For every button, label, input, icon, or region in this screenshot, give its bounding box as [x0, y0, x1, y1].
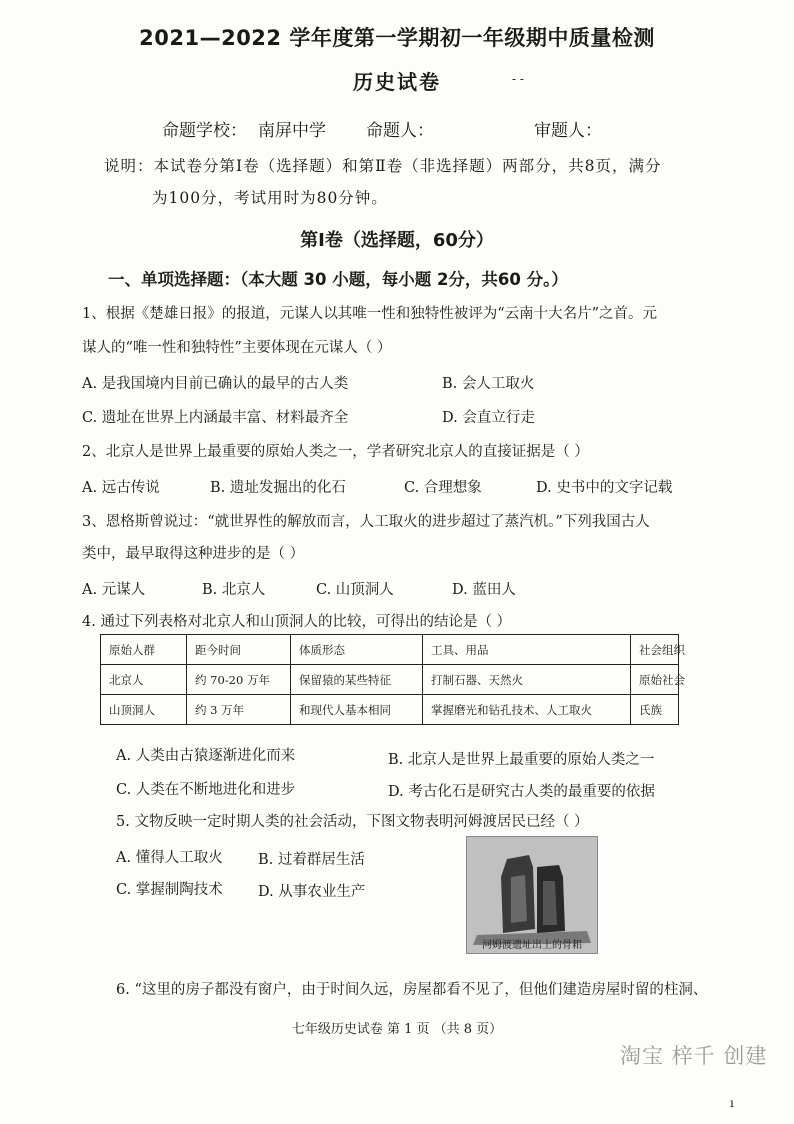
q1-stem-line1: 1、根据《楚雄日报》的报道，元谋人以其唯一性和独特性被评为“云南十大名片”之首。元	[82, 306, 658, 322]
q5-option-b: B. 过着群居生活	[258, 852, 365, 868]
q1-option-a: A. 是我国境内目前已确认的最早的古人类	[82, 376, 349, 392]
q1-stem-line2: 谋人的“唯一性和独特性”主要体现在元谋人（ ）	[82, 340, 392, 356]
table-cell: 和现代人基本相同	[291, 695, 423, 725]
exam-note-line2: 为100分，考试用时为80分钟。	[152, 189, 388, 207]
part-title: 第Ⅰ卷（选择题，60分）	[300, 230, 494, 251]
q6-stem: 6. “这里的房子都没有窗户，由于时间久远，房屋都看不见了，但他们建造房屋时留的柱洞、	[116, 982, 708, 998]
author-label: 命题人：	[366, 121, 434, 141]
q5-option-a: A. 懂得人工取火	[116, 850, 223, 866]
q4-option-d: D. 考古化石是研究古人类的最重要的依据	[388, 784, 655, 800]
table-header-cell: 体质形态	[291, 635, 423, 665]
table-header-cell: 距今时间	[187, 635, 291, 665]
table-row	[101, 695, 679, 725]
q1-option-c: C. 遗址在世界上内涵最丰富、材料最齐全	[82, 410, 349, 426]
q2-option-a: A. 远古传说	[82, 480, 160, 496]
q2-option-d: D. 史书中的文字记载	[536, 480, 673, 496]
artifact-caption: 河姆渡遗址出土的骨耜	[482, 940, 582, 951]
q3-option-a: A. 元谋人	[82, 582, 146, 598]
page-footer: 七年级历史试卷 第 1 页 （共 8 页）	[291, 1022, 503, 1037]
table-cell: 原始社会	[631, 665, 679, 695]
q2-option-b: B. 遗址发掘出的化石	[210, 480, 346, 496]
q3-option-b: B. 北京人	[202, 582, 266, 598]
watermark: 淘宝 梓千 创建	[620, 1044, 768, 1068]
table-header-cell: 社会组织	[631, 635, 679, 665]
q2-option-c: C. 合理想象	[404, 480, 482, 496]
q4-stem: 4. 通过下列表格对北京人和山顶洞人的比较，可得出的结论是（ ）	[82, 614, 512, 630]
table-cell: 打制石器、天然火	[423, 665, 631, 695]
table-cell: 山顶洞人	[101, 695, 187, 725]
table-header-row	[101, 635, 679, 665]
exam-note-line1: 说明：本试卷分第Ⅰ卷（选择题）和第Ⅱ卷（非选择题）两部分，共8页，满分	[104, 157, 662, 175]
table-header-cell: 工具、用品	[423, 635, 631, 665]
table-cell: 氏族	[631, 695, 679, 725]
q1-option-d: D. 会直立行走	[442, 410, 535, 426]
table-cell: 约 3 万年	[187, 695, 291, 725]
q2-stem: 2、北京人是世界上最重要的原始人类之一，学者研究北京人的直接证据是（ ）	[82, 444, 589, 460]
section-title: 一、单项选择题：（本大题 30 小题，每小题 2分，共60 分。）	[108, 270, 568, 289]
q5-stem: 5. 文物反映一定时期人类的社会活动，下图文物表明河姆渡居民已经（ ）	[116, 814, 589, 830]
table-cell: 掌握磨光和钻孔技术、人工取火	[423, 695, 631, 725]
q5-option-c: C. 掌握制陶技术	[116, 882, 223, 898]
exam-title: 2021—2022 学年度第一学期初一年级期中质量检测	[139, 26, 655, 50]
scan-tick: ı	[730, 1096, 734, 1110]
q3-option-c: C. 山顶洞人	[316, 582, 394, 598]
table-row	[101, 665, 679, 695]
table-header-cell: 原始人群	[101, 635, 187, 665]
q3-stem-line1: 3、恩格斯曾说过：“就世界性的解放而言，人工取火的进步超过了蒸汽机。”下列我国古人	[82, 514, 650, 530]
q4-option-b: B. 北京人是世界上最重要的原始人类之一	[388, 752, 655, 768]
q4-option-c: C. 人类在不断地进化和进步	[116, 782, 296, 798]
q4-option-a: A. 人类由古猿逐渐进化而来	[116, 748, 296, 764]
table-cell: 北京人	[101, 665, 187, 695]
table-cell: 保留猿的某些特征	[291, 665, 423, 695]
reviewer-label: 审题人：	[534, 121, 602, 141]
artifact-photo	[466, 836, 598, 954]
q3-option-d: D. 蓝田人	[452, 582, 516, 598]
school-label: 命题学校：	[162, 121, 247, 141]
scan-mark: - -	[512, 72, 524, 86]
q1-option-b: B. 会人工取火	[442, 376, 535, 392]
q3-stem-line2: 类中，最早取得这种进步的是（ ）	[82, 546, 305, 562]
table-cell: 约 70-20 万年	[187, 665, 291, 695]
exam-subject: 历史试卷	[353, 70, 441, 94]
school-name: 南屏中学	[258, 121, 326, 141]
q5-option-d: D. 从事农业生产	[258, 884, 366, 900]
comparison-table	[100, 634, 685, 725]
